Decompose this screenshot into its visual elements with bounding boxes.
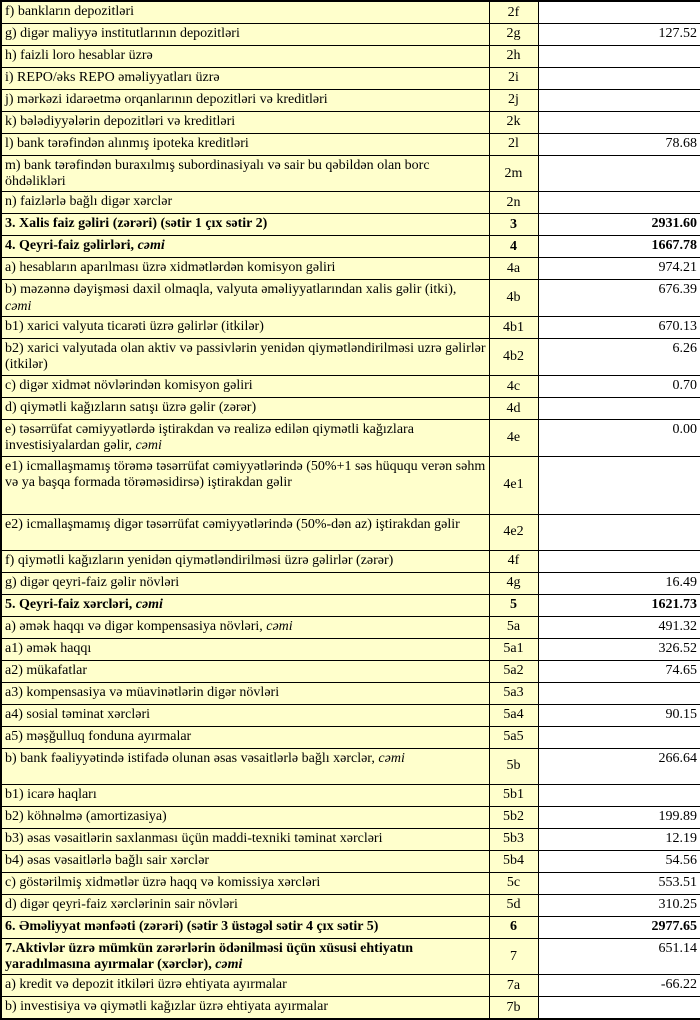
row-code: 5a1 (489, 638, 538, 660)
row-code: 3 (489, 214, 538, 236)
row-value (538, 784, 700, 806)
row-value (538, 111, 700, 133)
row-code: 2j (489, 89, 538, 111)
row-label: g) digər maliyyə institutlarının depozitləri (1, 23, 489, 45)
table-row (1, 111, 700, 133)
row-value: 266.64 (538, 748, 700, 784)
row-label: c) digər xidmət növlərindən komisyon gəliri (1, 375, 489, 397)
table-row (1, 726, 700, 748)
table-row (1, 23, 700, 45)
row-code: 4e1 (489, 456, 538, 514)
table-row (1, 339, 700, 376)
row-code: 7 (489, 938, 538, 975)
row-code: 5b2 (489, 806, 538, 828)
row-code: 2n (489, 192, 538, 214)
table-row (1, 214, 700, 236)
row-code: 2k (489, 111, 538, 133)
row-label: b2) xarici valyutada olan aktiv və passivlərin yenidən qiymətləndirilməsi uzrə gəlirlər (itkilər) (1, 339, 489, 376)
row-value (538, 67, 700, 89)
row-label: f) bankların depozitləri (1, 1, 489, 23)
row-code: 2h (489, 45, 538, 67)
row-code: 4e2 (489, 514, 538, 550)
row-code: 4e (489, 419, 538, 456)
row-code: 5d (489, 894, 538, 916)
table-row (1, 660, 700, 682)
row-label: a) əmək haqqı və digər kompensasiya növləri, cəmi (1, 616, 489, 638)
row-code: 5a2 (489, 660, 538, 682)
row-value: -66.22 (538, 975, 700, 997)
table-row (1, 419, 700, 456)
row-code: 4f (489, 550, 538, 572)
row-value: 74.65 (538, 660, 700, 682)
row-label: h) faizli loro hesablar üzrə (1, 45, 489, 67)
row-code: 4 (489, 236, 538, 258)
row-value (538, 1, 700, 23)
row-label: e2) icmallaşmamış digər təsərrüfat cəmiyyətlərində (50%-dən az) iştirakdan gəlir (1, 514, 489, 550)
row-label: 5. Qeyri-faiz xərcləri, cəmi (1, 594, 489, 616)
table-row (1, 975, 700, 997)
table-row (1, 397, 700, 419)
table-row (1, 828, 700, 850)
row-code: 5a3 (489, 682, 538, 704)
row-label: a2) mükafatlar (1, 660, 489, 682)
row-code: 2g (489, 23, 538, 45)
table-row (1, 997, 700, 1019)
row-value: 651.14 (538, 938, 700, 975)
row-value: 491.32 (538, 616, 700, 638)
row-code: 2m (489, 155, 538, 192)
row-label: k) bələdiyyələrin depozitləri və kreditləri (1, 111, 489, 133)
table-row (1, 550, 700, 572)
table-row (1, 704, 700, 726)
table-row (1, 806, 700, 828)
table-row (1, 155, 700, 192)
row-label: b4) əsas vəsaitlərlə bağlı sair xərclər (1, 850, 489, 872)
row-code: 6 (489, 916, 538, 938)
row-label: e) təsərrüfat cəmiyyətlərdə iştirakdan və realizə edilən qiymətli kağızlara investisiyalardan gəlir, cəmi (1, 419, 489, 456)
row-value: 553.51 (538, 872, 700, 894)
table-row (1, 514, 700, 550)
row-value: 670.13 (538, 317, 700, 339)
row-label: a5) məşğulluq fonduna ayırmalar (1, 726, 489, 748)
row-value: 0.00 (538, 419, 700, 456)
row-label: j) mərkəzi idarəetmə orqanlarının depozitləri və kreditləri (1, 89, 489, 111)
row-value (538, 997, 700, 1019)
row-value: 1667.78 (538, 236, 700, 258)
row-label: b) məzənnə dəyişməsi daxil olmaqla, valyuta əməliyyatlarından xalis gəlir (itki), cəmi (1, 280, 489, 317)
row-value (538, 514, 700, 550)
table-row (1, 850, 700, 872)
row-code: 5a4 (489, 704, 538, 726)
row-value (538, 682, 700, 704)
row-value (538, 550, 700, 572)
table-row (1, 638, 700, 660)
row-label: a4) sosial təminat xərcləri (1, 704, 489, 726)
row-value (538, 456, 700, 514)
row-label: a) hesabların aparılması üzrə xidmətlərdən komisyon gəliri (1, 258, 489, 280)
table-row (1, 616, 700, 638)
row-value: 54.56 (538, 850, 700, 872)
table-row (1, 67, 700, 89)
table-row (1, 1, 700, 23)
row-code: 5b3 (489, 828, 538, 850)
table-row (1, 133, 700, 155)
row-label: 6. Əməliyyat mənfəəti (zərəri) (sətir 3 üstəgəl sətir 4 çıx sətir 5) (1, 916, 489, 938)
row-label: d) digər qeyri-faiz xərclərinin sair növləri (1, 894, 489, 916)
table-row (1, 375, 700, 397)
row-code: 5c (489, 872, 538, 894)
row-label: b1) icarə haqları (1, 784, 489, 806)
table-row (1, 45, 700, 67)
row-code: 4b (489, 280, 538, 317)
table-row (1, 748, 700, 784)
row-value: 16.49 (538, 572, 700, 594)
row-code: 5 (489, 594, 538, 616)
row-value: 2977.65 (538, 916, 700, 938)
table-row (1, 89, 700, 111)
row-code: 2i (489, 67, 538, 89)
row-label: i) REPO/əks REPO əməliyyatları üzrə (1, 67, 489, 89)
table-body (1, 1, 700, 1019)
row-value (538, 89, 700, 111)
row-code: 4b2 (489, 339, 538, 376)
row-code: 4a (489, 258, 538, 280)
row-label: 7.Aktivlər üzrə mümkün zərərlərin ödənilməsi üçün xüsusi ehtiyatın yaradılmasına ayırmalar (xərclər), cəmi (1, 938, 489, 975)
row-label: b1) xarici valyuta ticarəti üzrə gəlirlər (itkilər) (1, 317, 489, 339)
table-row (1, 594, 700, 616)
row-code: 4d (489, 397, 538, 419)
row-value: 127.52 (538, 23, 700, 45)
row-label: g) digər qeyri-faiz gəlir növləri (1, 572, 489, 594)
row-code: 5a (489, 616, 538, 638)
row-label: a) kredit və depozit itkiləri üzrə ehtiyata ayırmalar (1, 975, 489, 997)
table-row (1, 456, 700, 514)
row-value: 6.26 (538, 339, 700, 376)
table-row (1, 872, 700, 894)
row-label: b2) köhnəlmə (amortizasiya) (1, 806, 489, 828)
row-code: 4c (489, 375, 538, 397)
row-code: 4b1 (489, 317, 538, 339)
table-row (1, 784, 700, 806)
row-value (538, 397, 700, 419)
row-label: m) bank tərəfindən buraxılmış subordinasiyalı və sair bu qəbildən olan borc öhdəlikləri (1, 155, 489, 192)
row-code: 7a (489, 975, 538, 997)
row-value: 12.19 (538, 828, 700, 850)
table-row (1, 682, 700, 704)
table-row (1, 280, 700, 317)
row-code: 4g (489, 572, 538, 594)
row-label: 3. Xalis faiz gəliri (zərəri) (sətir 1 çıx sətir 2) (1, 214, 489, 236)
row-label: d) qiymətli kağızların satışı üzrə gəlir (zərər) (1, 397, 489, 419)
row-label: n) faizlərlə bağlı digər xərclər (1, 192, 489, 214)
row-value: 676.39 (538, 280, 700, 317)
row-code: 7b (489, 997, 538, 1019)
table-row (1, 258, 700, 280)
row-value (538, 726, 700, 748)
row-label: a1) əmək haqqı (1, 638, 489, 660)
row-value: 199.89 (538, 806, 700, 828)
row-label: 4. Qeyri-faiz gəlirləri, cəmi (1, 236, 489, 258)
row-label: c) göstərilmiş xidmətlər üzrə haqq və komissiya xərcləri (1, 872, 489, 894)
row-label: e1) icmallaşmamış törəmə təsərrüfat cəmiyyətlərində (50%+1 səs hüququ verən səhm və ya başqa formada törəməsidirsə) iştirakdan gəlir (1, 456, 489, 514)
row-label: b) investisiya və qiymətli kağızlar üzrə ehtiyata ayırmalar (1, 997, 489, 1019)
row-value: 326.52 (538, 638, 700, 660)
table-row (1, 236, 700, 258)
row-code: 2l (489, 133, 538, 155)
table-row (1, 192, 700, 214)
table-row (1, 938, 700, 975)
row-label: a3) kompensasiya və müavinətlərin digər növləri (1, 682, 489, 704)
row-code: 5b (489, 748, 538, 784)
row-code: 5a5 (489, 726, 538, 748)
row-value: 0.70 (538, 375, 700, 397)
row-code: 2f (489, 1, 538, 23)
row-value (538, 155, 700, 192)
row-value (538, 45, 700, 67)
row-label: f) qiymətli kağızların yenidən qiymətləndirilməsi üzrə gəlirlər (zərər) (1, 550, 489, 572)
row-code: 5b1 (489, 784, 538, 806)
row-value: 1621.73 (538, 594, 700, 616)
row-value: 78.68 (538, 133, 700, 155)
row-value: 310.25 (538, 894, 700, 916)
row-value: 90.15 (538, 704, 700, 726)
table-row (1, 894, 700, 916)
row-label: l) bank tərəfindən alınmış ipoteka kreditləri (1, 133, 489, 155)
row-value: 974.21 (538, 258, 700, 280)
row-value (538, 192, 700, 214)
table-row (1, 916, 700, 938)
row-value: 2931.60 (538, 214, 700, 236)
row-label: b3) əsas vəsaitlərin saxlanması üçün maddi-texniki təminat xərcləri (1, 828, 489, 850)
table-row (1, 572, 700, 594)
row-code: 5b4 (489, 850, 538, 872)
table-row (1, 317, 700, 339)
row-label: b) bank fəaliyyətində istifadə olunan əsas vəsaitlərlə bağlı xərclər, cəmi (1, 748, 489, 784)
